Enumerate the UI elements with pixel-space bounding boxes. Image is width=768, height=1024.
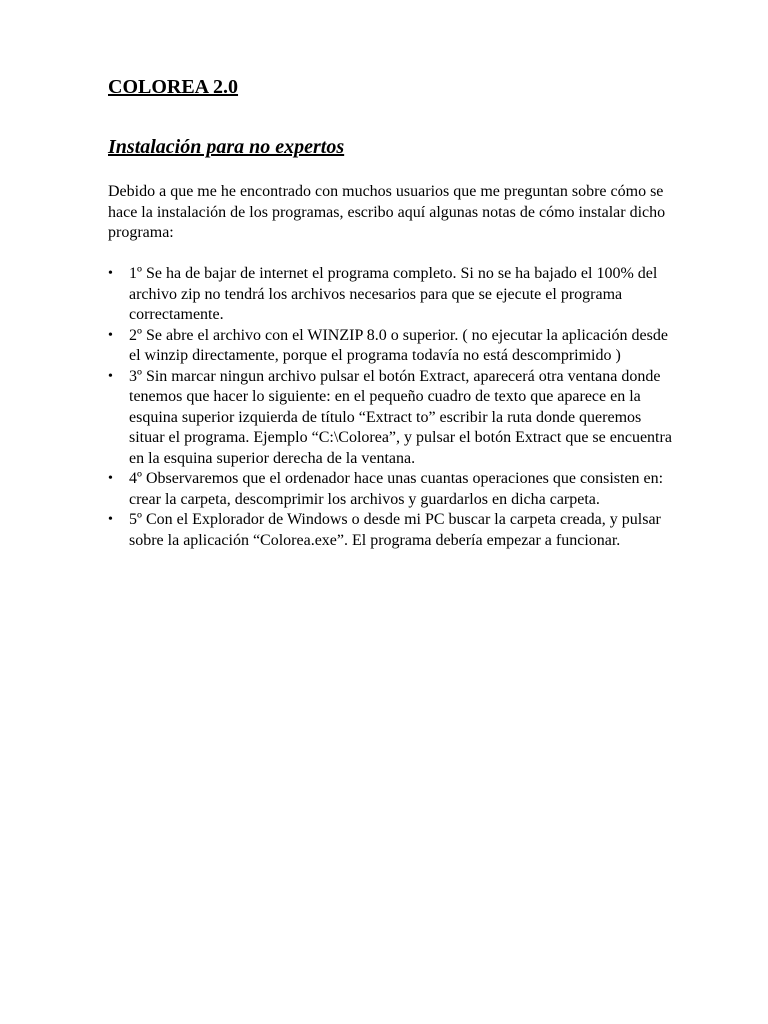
bullet-icon: • bbox=[108, 512, 113, 527]
installation-steps-list bbox=[108, 264, 678, 551]
step-text: 2º Se abre el archivo con el WINZIP 8.0 o superior. ( no ejecutar la aplicación desde el winzip directamente, porque el programa todavía no está descomprimido ) bbox=[129, 326, 668, 364]
bullet-icon: • bbox=[108, 368, 113, 384]
step-text: 3º Sin marcar ningun archivo pulsar el botón Extract, aparecerá otra ventana donde tenemos que hacer lo siguiente: en el pequeño cuadro de texto que aparece en la esquina superior izquierda de título “Extract to” escribir la ruta donde queremos situar el programa. Ejemplo “C:\Colorea”, y pulsar el botón Extract que se encuentra en la esquina superior derecha de la ventana. bbox=[129, 367, 672, 467]
list-item-step-4 bbox=[108, 469, 678, 510]
document-title: COLOREA 2.0 bbox=[108, 76, 239, 98]
list-item-step-3 bbox=[108, 367, 678, 470]
step-text: 5º Con el Explorador de Windows o desde mi PC buscar la carpeta creada, y pulsar sobre la aplicación “Colorea.exe”. El programa debería empezar a funcionar. bbox=[129, 511, 661, 549]
list-item-step-5 bbox=[108, 510, 678, 551]
intro-paragraph: Debido a que me he encontrado con muchos usuarios que me preguntan sobre cómo se hace la instalación de los programas, escribo aquí algunas notas de cómo instalar dicho programa: bbox=[108, 183, 666, 241]
document-subtitle: Instalación para no expertos bbox=[108, 136, 345, 158]
bullet-icon: • bbox=[108, 266, 113, 281]
step-text: 4º Observaremos que el ordenador hace unas cuantas operaciones que consisten en: crear la carpeta, descomprimir los archivos y guardarlos en dicha carpeta. bbox=[129, 470, 664, 508]
bullet-icon: • bbox=[108, 471, 113, 486]
bullet-icon: • bbox=[108, 327, 113, 343]
step-text: 1º Se ha de bajar de internet el programa completo. Si no se ha bajado el 100% del archivo zip no tendrá los archivos necesarios para que se ejecute el programa correctamente. bbox=[129, 265, 658, 323]
list-item-step-2 bbox=[108, 326, 678, 367]
list-item-step-1 bbox=[108, 264, 678, 326]
